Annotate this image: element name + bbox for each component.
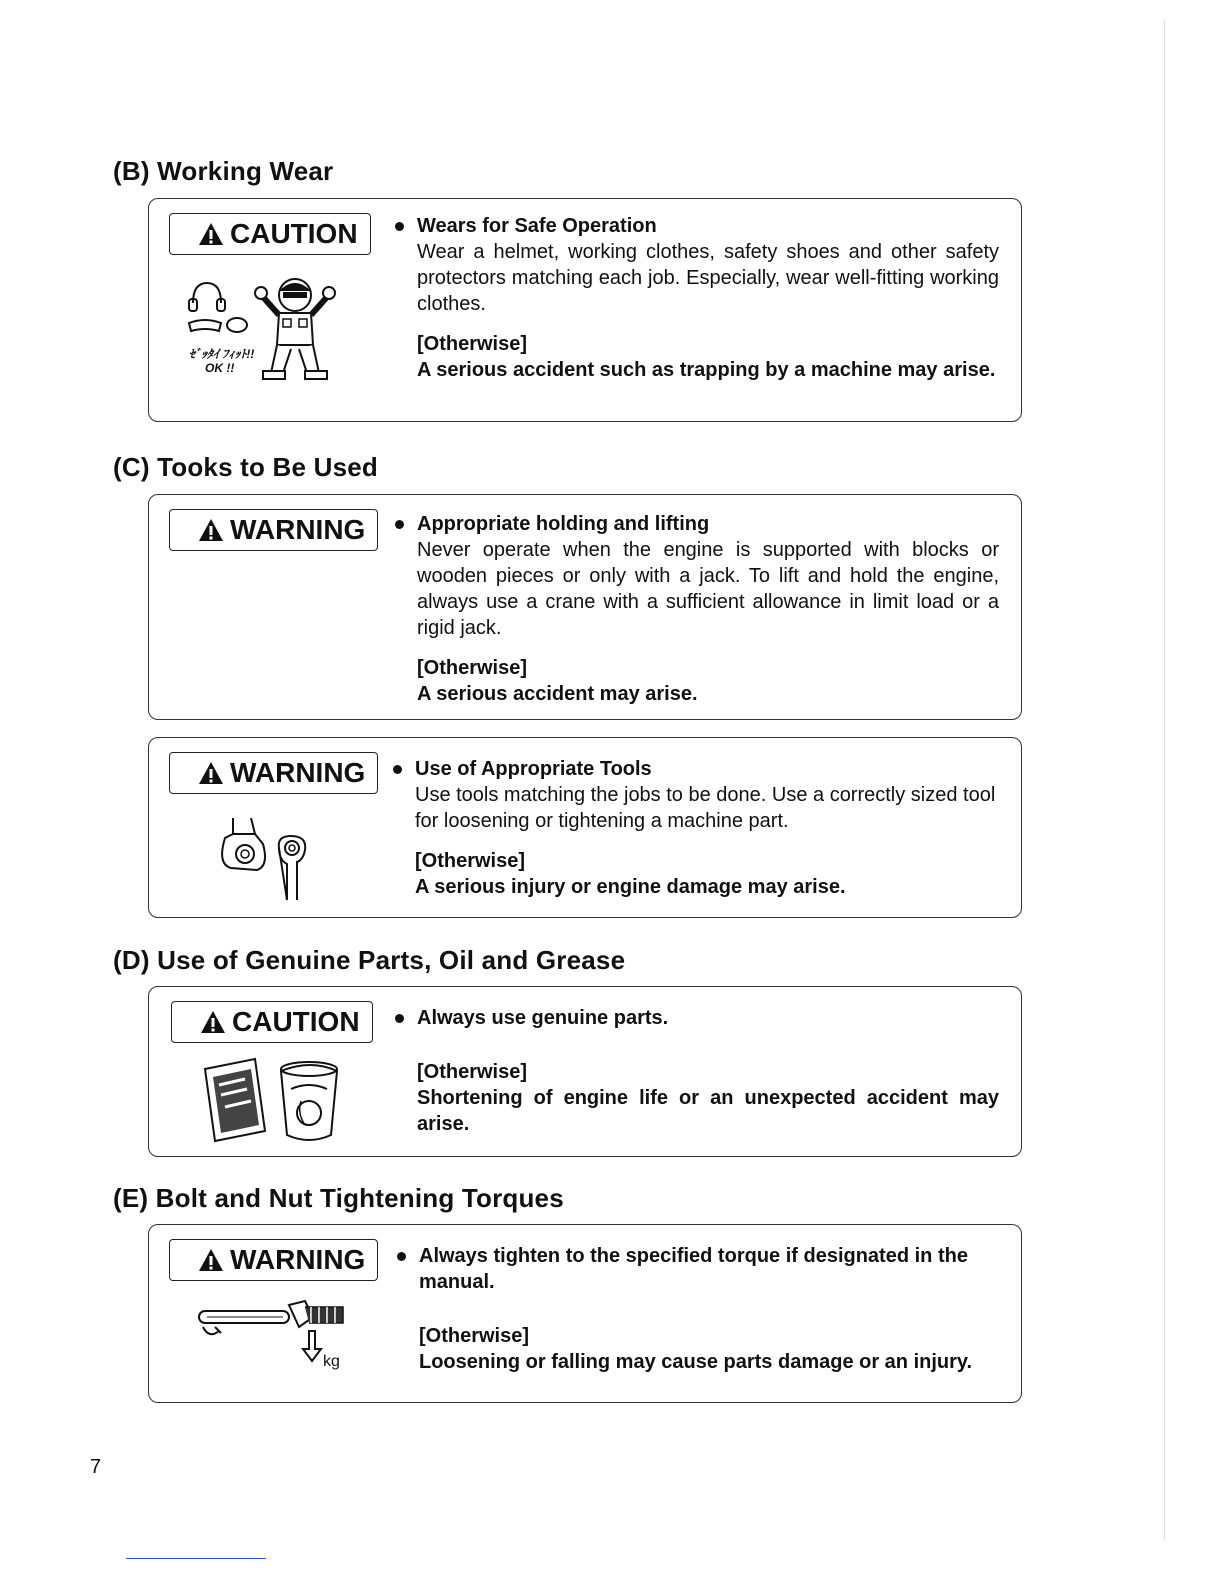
torque-unit-label: kg <box>323 1353 340 1370</box>
section-c-title: (C) Tooks to Be Used <box>113 452 378 482</box>
otherwise-label: [Otherwise] <box>417 333 528 355</box>
result-text: Shortening of engine life or an unexpected accident may arise. <box>417 1087 999 1135</box>
warning-triangle-icon <box>198 222 224 246</box>
result-text: A serious accident may arise. <box>417 683 698 705</box>
badge-label: WARNING <box>230 757 366 788</box>
section-e-text <box>419 1243 999 1375</box>
section-d-title: (D) Use of Genuine Parts, Oil and Grease <box>113 945 626 975</box>
bullet-heading: Always use genuine parts. <box>417 1005 999 1031</box>
warning-badge <box>169 509 378 551</box>
genuine-parts-icon <box>201 1055 345 1143</box>
badge-label: WARNING <box>230 514 366 545</box>
otherwise-label: [Otherwise] <box>417 657 528 679</box>
safety-gear-caption-line1: ｾﾞｯﾀｲ ﾌｨｯﾄ!! <box>189 347 255 361</box>
wrench-icon <box>211 814 321 902</box>
otherwise-label: [Otherwise] <box>419 1325 530 1347</box>
section-e-warning-box <box>148 1224 1022 1403</box>
page-edge-rule <box>1164 20 1165 1540</box>
section-b-caution-box <box>148 198 1022 422</box>
section-d-text <box>417 1005 999 1137</box>
otherwise-label: [Otherwise] <box>417 1061 528 1083</box>
safety-gear-caption-line2: OK !! <box>205 361 235 375</box>
section-e-title: (E) Bolt and Nut Tightening Torques <box>113 1183 564 1213</box>
bullet-heading: Use of Appropriate Tools <box>415 756 999 782</box>
badge-label: CAUTION <box>232 1006 360 1037</box>
warning-triangle-icon <box>200 1010 226 1034</box>
section-d-caution-box <box>148 986 1022 1157</box>
caution-badge <box>171 1001 373 1043</box>
safety-gear-caption <box>189 347 259 375</box>
body-text: Wear a helmet, working clothes, safety shoes and other safety protectors matching each job. Especially, wear well-fitting working clothes. <box>417 241 999 315</box>
section-c-text-2 <box>415 756 999 900</box>
caution-badge <box>169 213 371 255</box>
section-c-warning-box-1 <box>148 494 1022 720</box>
badge-label: CAUTION <box>230 218 358 249</box>
warning-triangle-icon <box>198 518 224 542</box>
section-b-title: (B) Working Wear <box>113 156 334 186</box>
body-text: Use tools matching the jobs to be done. Use a correctly sized tool for loosening or tightening a machine part. <box>415 784 996 832</box>
bullet-heading: Appropriate holding and lifting <box>417 511 999 537</box>
body-text: Never operate when the engine is supported with blocks or wooden pieces or only with a jack. To lift and hold the engine, always use a crane with a sufficient allowance in limit load or a rigid jack. <box>417 539 999 639</box>
section-b-text <box>417 213 999 383</box>
footer-rule <box>126 1558 266 1559</box>
result-text: A serious accident such as trapping by a machine may arise. <box>417 359 996 381</box>
warning-triangle-icon <box>198 1248 224 1272</box>
bullet-heading: Always tighten to the specified torque if designated in the manual. <box>419 1243 999 1295</box>
otherwise-label: [Otherwise] <box>415 850 526 872</box>
bullet-heading: Wears for Safe Operation <box>417 213 999 239</box>
result-text: A serious injury or engine damage may arise. <box>415 876 846 898</box>
page-number: 7 <box>90 1456 102 1478</box>
badge-label: WARNING <box>230 1244 366 1275</box>
section-c-text-1 <box>417 511 999 707</box>
warning-badge <box>169 752 378 794</box>
section-c-warning-box-2 <box>148 737 1022 918</box>
warning-triangle-icon <box>198 761 224 785</box>
result-text: Loosening or falling may cause parts damage or an injury. <box>419 1351 973 1373</box>
warning-badge <box>169 1239 378 1281</box>
